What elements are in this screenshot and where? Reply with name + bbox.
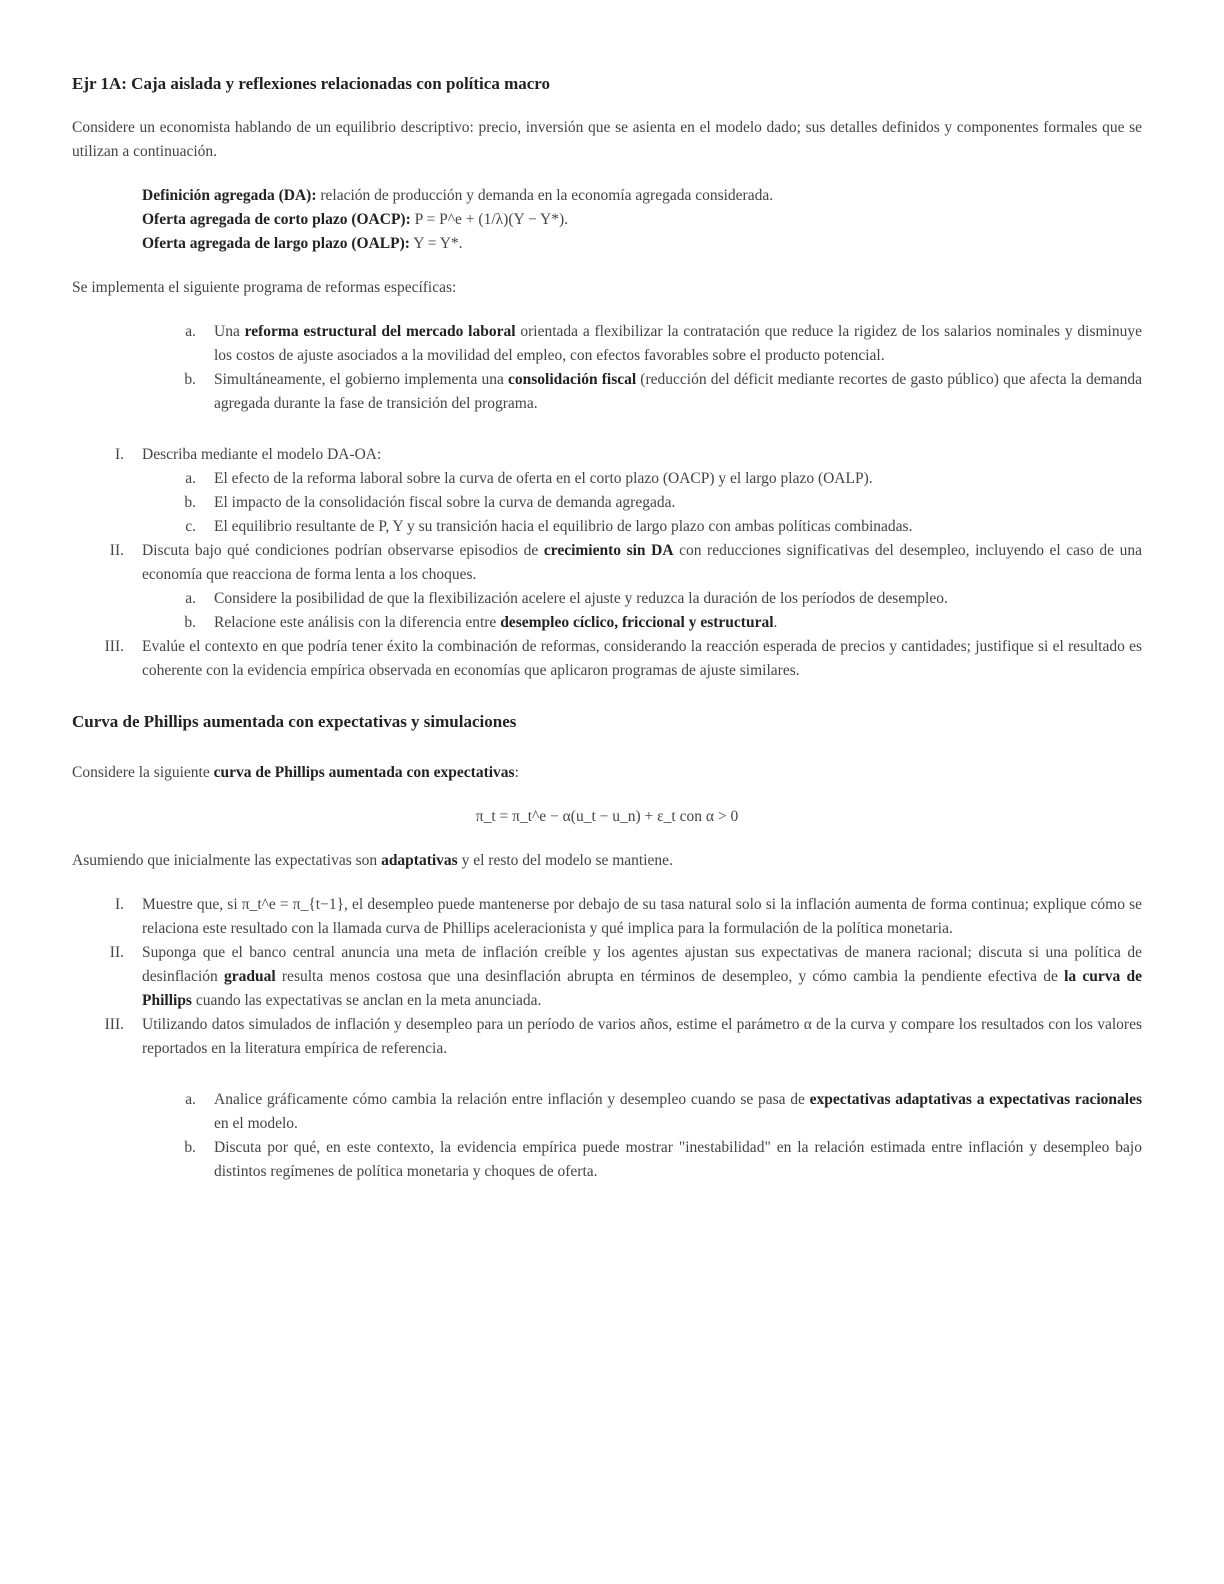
definitions-block [142, 184, 1142, 256]
definition-oalp: Oferta agregada de largo plazo (OALP): Y = Y*. [142, 235, 463, 252]
question-subitem: b. Discuta por qué, en este contexto, la evidencia empírica puede mostrar "inestabilidad" en la relación estimada entre inflación y desempleo bajo distintos regímenes de política monetaria y choques de oferta. [184, 1139, 1142, 1180]
section-heading: Curva de Phillips aumentada con expectativas y simulaciones [72, 712, 517, 731]
question-subitem: a. Analice gráficamente cómo cambia la relación entre inflación y desempleo cuando se pasa de expectativas adaptativas a expectativas racionales en el modelo. [185, 1091, 1142, 1132]
question-item: III. Evalúe el contexto en que podría tener éxito la combinación de reformas, considerando la reacción esperada de precios y cantidades; justifique si el resultado es coherente con la evidencia empírica observada en economías que aplicaron programas de ajuste similares. [104, 638, 1142, 679]
document-page [72, 72, 1142, 1184]
question-subitem: a. El efecto de la reforma laboral sobre la curva de oferta en el corto plazo (OACP) y el largo plazo (OALP). [185, 470, 873, 487]
question-item: I. Describa mediante el modelo DA-OA: [114, 446, 382, 463]
section-heading: Ejr 1A: Caja aislada y reflexiones relacionadas con política macro [72, 74, 551, 93]
section-intro: Considere un economista hablando de un equilibrio descriptivo: precio, inversión que se asienta en el modelo dado; sus detalles definidos y componentes formales que se utilizan a continuación. [72, 119, 1142, 160]
question-item: III. Utilizando datos simulados de inflación y desempleo para un período de varios años, estime el parámetro α de la curva y compare los resultados con los valores reportados en la literatura empírica de referencia. [104, 1016, 1142, 1057]
definition-oacp: Oferta agregada de corto plazo (OACP): P = P^e + (1/λ)(Y − Y*). [142, 211, 568, 228]
assumption-text: Asumiendo que inicialmente las expectativas son adaptativas y el resto del modelo se mantiene. [72, 852, 673, 869]
question-item: II. Suponga que el banco central anuncia una meta de inflación creíble y los agentes ajustan sus expectativas de manera racional; discuta si una política de desinflación gradual resulta menos costosa que una desinflación abrupta en términos de desempleo, y cómo cambia la pendiente efectiva de la curva de Phillips cuando las expectativas se anclan en la meta anunciada. [109, 944, 1142, 1009]
question-subitem: c. El equilibrio resultante de P, Y y su transición hacia el equilibrio de largo plazo con ambas políticas combinadas. [185, 518, 913, 535]
question-subitem: b. El impacto de la consolidación fiscal sobre la curva de demanda agregada. [184, 494, 676, 511]
question-item: II. Discuta bajo qué condiciones podrían observarse episodios de crecimiento sin DA con reducciones significativas del desempleo, incluyendo el caso de una economía que reacciona de forma lenta a los choques. [109, 542, 1142, 583]
definition-da: Definición agregada (DA): relación de producción y demanda en la economía agregada considerada. [142, 187, 774, 204]
reforms-lead: Se implementa el siguiente programa de reformas específicas: [72, 279, 457, 296]
reform-item: b. Simultáneamente, el gobierno implementa una consolidación fiscal (reducción del déficit mediante recortes de gasto público) que afecta la demanda agregada durante la fase de transición del programa. [184, 371, 1142, 412]
reform-item: a. Una reforma estructural del mercado laboral orientada a flexibilizar la contratación que reduce la rigidez de los salarios nominales y disminuye los costos de ajuste asociados a la movilidad del empleo, con efectos favorables sobre el producto potencial. [185, 323, 1142, 364]
section-intro: Considere la siguiente curva de Phillips aumentada con expectativas: [72, 764, 519, 781]
phillips-formula: π_t = π_t^e − α(u_t − u_n) + ε_t con α > 0 [475, 808, 739, 825]
question-item: I. Muestre que, si π_t^e = π_{t−1}, el desempleo puede mantenerse por debajo de su tasa natural solo si la inflación aumenta de forma continua; explique cómo se relaciona este resultado con la llamada curva de Phillips aceleracionista y qué implica para la formulación de la política monetaria. [114, 896, 1142, 937]
question-subitem: b. Relacione este análisis con la diferencia entre desempleo cíclico, friccional y estructural. [184, 614, 778, 631]
question-subitem: a. Considere la posibilidad de que la flexibilización acelere el ajuste y reduzca la duración de los períodos de desempleo. [185, 590, 948, 607]
